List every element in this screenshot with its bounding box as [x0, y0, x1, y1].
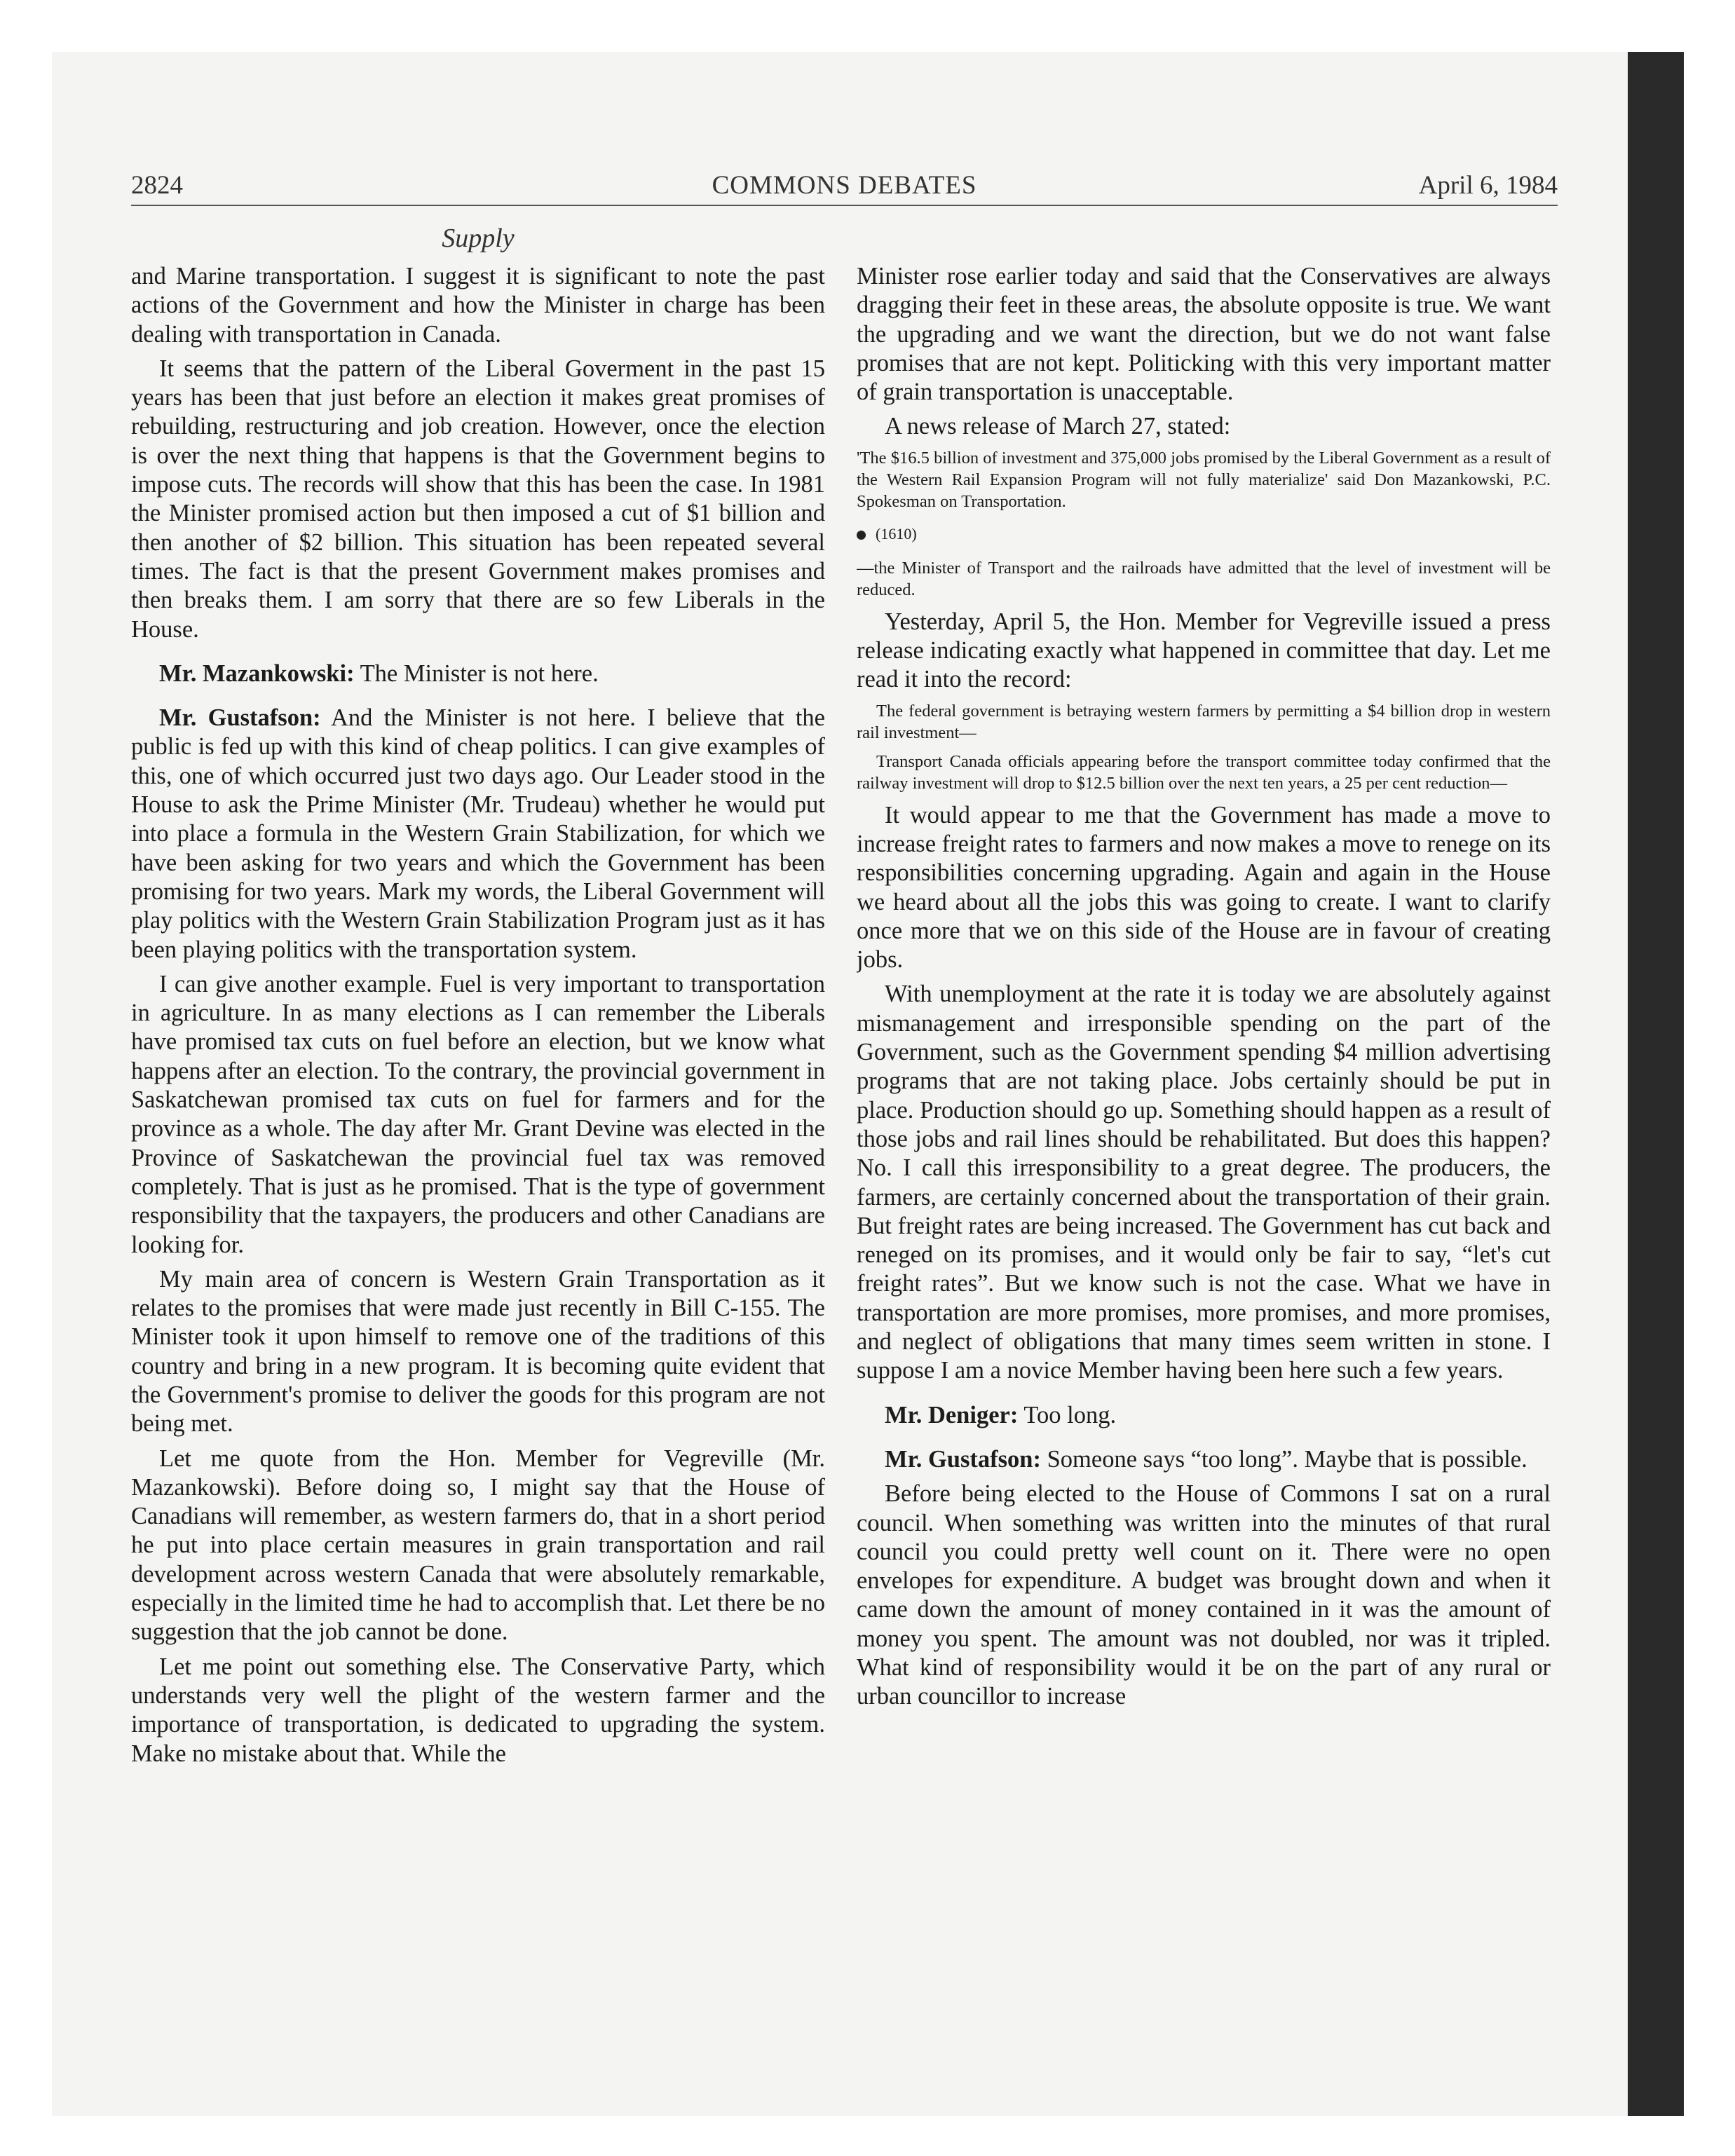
speaker-name: Mr. Gustafson: — [885, 1445, 1041, 1473]
speech — [857, 1401, 1551, 1430]
page-number: 2824 — [131, 171, 183, 200]
speech — [131, 704, 825, 964]
paragraph: Let me quote from the Hon. Member for Vegreville (Mr. Mazankowski). Before doing so, I might say that the House of Canadians will remember, as western farmers do, that in a short period he put into place certain measures in grain transportation and rail development across western Canada that were absolutely remarkable, especially in the limited time he had to accomplish that. Let there be no suggestion that the job cannot be done. — [131, 1445, 825, 1646]
publication-date: April 6, 1984 — [1418, 171, 1558, 200]
speaker-name: Mr. Deniger: — [885, 1401, 1019, 1428]
speech-text: And the Minister is not here. I believe that the public is fed up with this kind of cheap politics. I can give examples of this, one of which occurred just two days ago. Our Leader stood in the House to ask the Prime Minister (Mr. Trudeau) whether he would put into place a formula in the Western Grain Stabilization, for which we have been asking for two years and which the Government has been promising for two years. Mark my words, the Liberal Government will play politics with the Western Grain Stabilization Program just as it has been playing politics with the transportation system. — [131, 704, 825, 963]
paragraph: Minister rose earlier today and said that the Conservatives are always dragging their feet in these areas, the absolute opposite is true. We want the upgrading and we want the direction, but we do not want false promises that are not kept. Politicking with this very important matter of grain transportation is unacceptable. — [857, 263, 1551, 406]
scan-edge-shadow — [1628, 52, 1684, 2116]
paragraph: My main area of concern is Western Grain Transportation as it relates to the promises that were made just recently in Bill C-155. The Minister took it upon himself to remove one of the traditions of this country and bring in a new program. It is becoming quite evident that the Government's promise to deliver the goods for this program are not being met. — [131, 1265, 825, 1438]
speech-text: Someone says “too long”. Maybe that is possible. — [1047, 1445, 1528, 1473]
block-quote: Transport Canada officials appearing before the transport committee today confirmed that the railway investment will drop to $12.5 billion over the next ten years, a 25 per cent reduction— — [857, 751, 1551, 793]
speech — [131, 660, 825, 688]
paragraph: Let me point out something else. The Conservative Party, which understands very well the plight of the western farmer and the importance of transportation, is dedicated to upgrading the system. Make no mistake about that. While the — [131, 1653, 825, 1767]
section-heading: Supply — [442, 224, 515, 253]
paragraph: Before being elected to the House of Commons I sat on a rural council. When something was written into the minutes of that rural council you could pretty well count on it. There were no open envelopes for expenditure. A budget was brought down and when it came down the amount of money contained in it was the amount of money you spent. The amount was not doubled, nor was it tripled. What kind of responsibility would it be on the part of any rural or urban councillor to increase — [857, 1480, 1551, 1710]
left-column — [131, 262, 825, 1972]
page-header — [131, 170, 1558, 210]
time-marker-text: (1610) — [876, 524, 917, 543]
paragraph: A news release of March 27, stated: — [885, 413, 1231, 440]
paragraph: It seems that the pattern of the Liberal Goverment in the past 15 years has been that just before an election it makes great promises of rebuilding, restructuring and job creation. However, once the election is over the next thing that happens is that the Government begins to impose cuts. The records will show that this has been the case. In 1981 the Minister promised action but then imposed a cut of $1 billion and then another of $2 billion. This situation has been repeated several times. The fact is that the present Government makes promises and then breaks them. I am sorry that there are so few Liberals in the House. — [131, 355, 825, 643]
paragraph: With unemployment at the rate it is today we are absolutely against mismanagement and irresponsible spending on the part of the Government, such as the Government spending $4 million advertising programs that are not taking place. Jobs certainly should be put in place. Production should go up. Something should happen as a result of those jobs and rail lines should be rehabilitated. But does this happen? No. I call this irresponsibility to a great degree. The producers, the farmers, are certainly concerned about the transportation of their grain. But freight rates are being increased. The Government has cut back and reneged on its promises, and it would only be fair to say, “let's cut freight rates”. But we know such is not the case. What we have in transportation are more promises, more promises, and more promises, and neglect of obligations that many times seem written in stone. I suppose I am a novice Member having been here such a few years. — [857, 981, 1551, 1384]
paragraph: I can give another example. Fuel is very important to transportation in agriculture. In as many elections as I can remember the Liberals have promised tax cuts on fuel before an election, but we know what happens after an election. To the contrary, the provincial government in Saskatchewan promised tax cuts on fuel for farmers and for the province as a whole. The day after Mr. Grant Devine was elected in the Province of Saskatchewan the provincial fuel tax was removed completely. That is just as he promised. That is the type of government responsibility that the taxpayers, the producers and other Canadians are looking for. — [131, 970, 825, 1258]
speech — [857, 1445, 1551, 1474]
speaker-name: Mr. Gustafson: — [159, 704, 321, 732]
speech-text: The Minister is not here. — [360, 660, 599, 687]
speech-text: Too long. — [1023, 1401, 1117, 1428]
header-rule — [131, 205, 1558, 206]
block-quote: 'The $16.5 billion of investment and 375,000 jobs promised by the Liberal Government as a result of the Western Rail Expansion Program will not fully materialize' said Don Mazankowski, P.C. Spokesman on Transportation. — [857, 448, 1551, 511]
publication-title: COMMONS DEBATES — [712, 171, 977, 200]
time-marker — [857, 524, 1551, 545]
speaker-name: Mr. Mazankowski: — [159, 660, 355, 687]
paragraph: Yesterday, April 5, the Hon. Member for Vegreville issued a press release indicating exactly what happened in committee that day. Let me read it into the record: — [857, 608, 1551, 693]
block-quote: The federal government is betraying western farmers by permitting a $4 billion drop in western rail investment— — [857, 701, 1551, 742]
bullet-icon — [857, 531, 866, 540]
paragraph: It would appear to me that the Government has made a move to increase freight rates to farmers and now makes a move to renege on its responsibilities concerning upgrading. Again and again in the House we heard about all the jobs this was going to create. I want to clarify once more that we on this side of the House are in favour of creating jobs. — [857, 801, 1551, 974]
right-column — [857, 262, 1551, 1972]
paragraph: and Marine transportation. I suggest it is significant to note the past actions of the Government and how the Minister in charge has been dealing with transportation in Canada. — [131, 263, 825, 348]
block-quote: —the Minister of Transport and the railroads have admitted that the level of investment will be reduced. — [857, 558, 1551, 599]
